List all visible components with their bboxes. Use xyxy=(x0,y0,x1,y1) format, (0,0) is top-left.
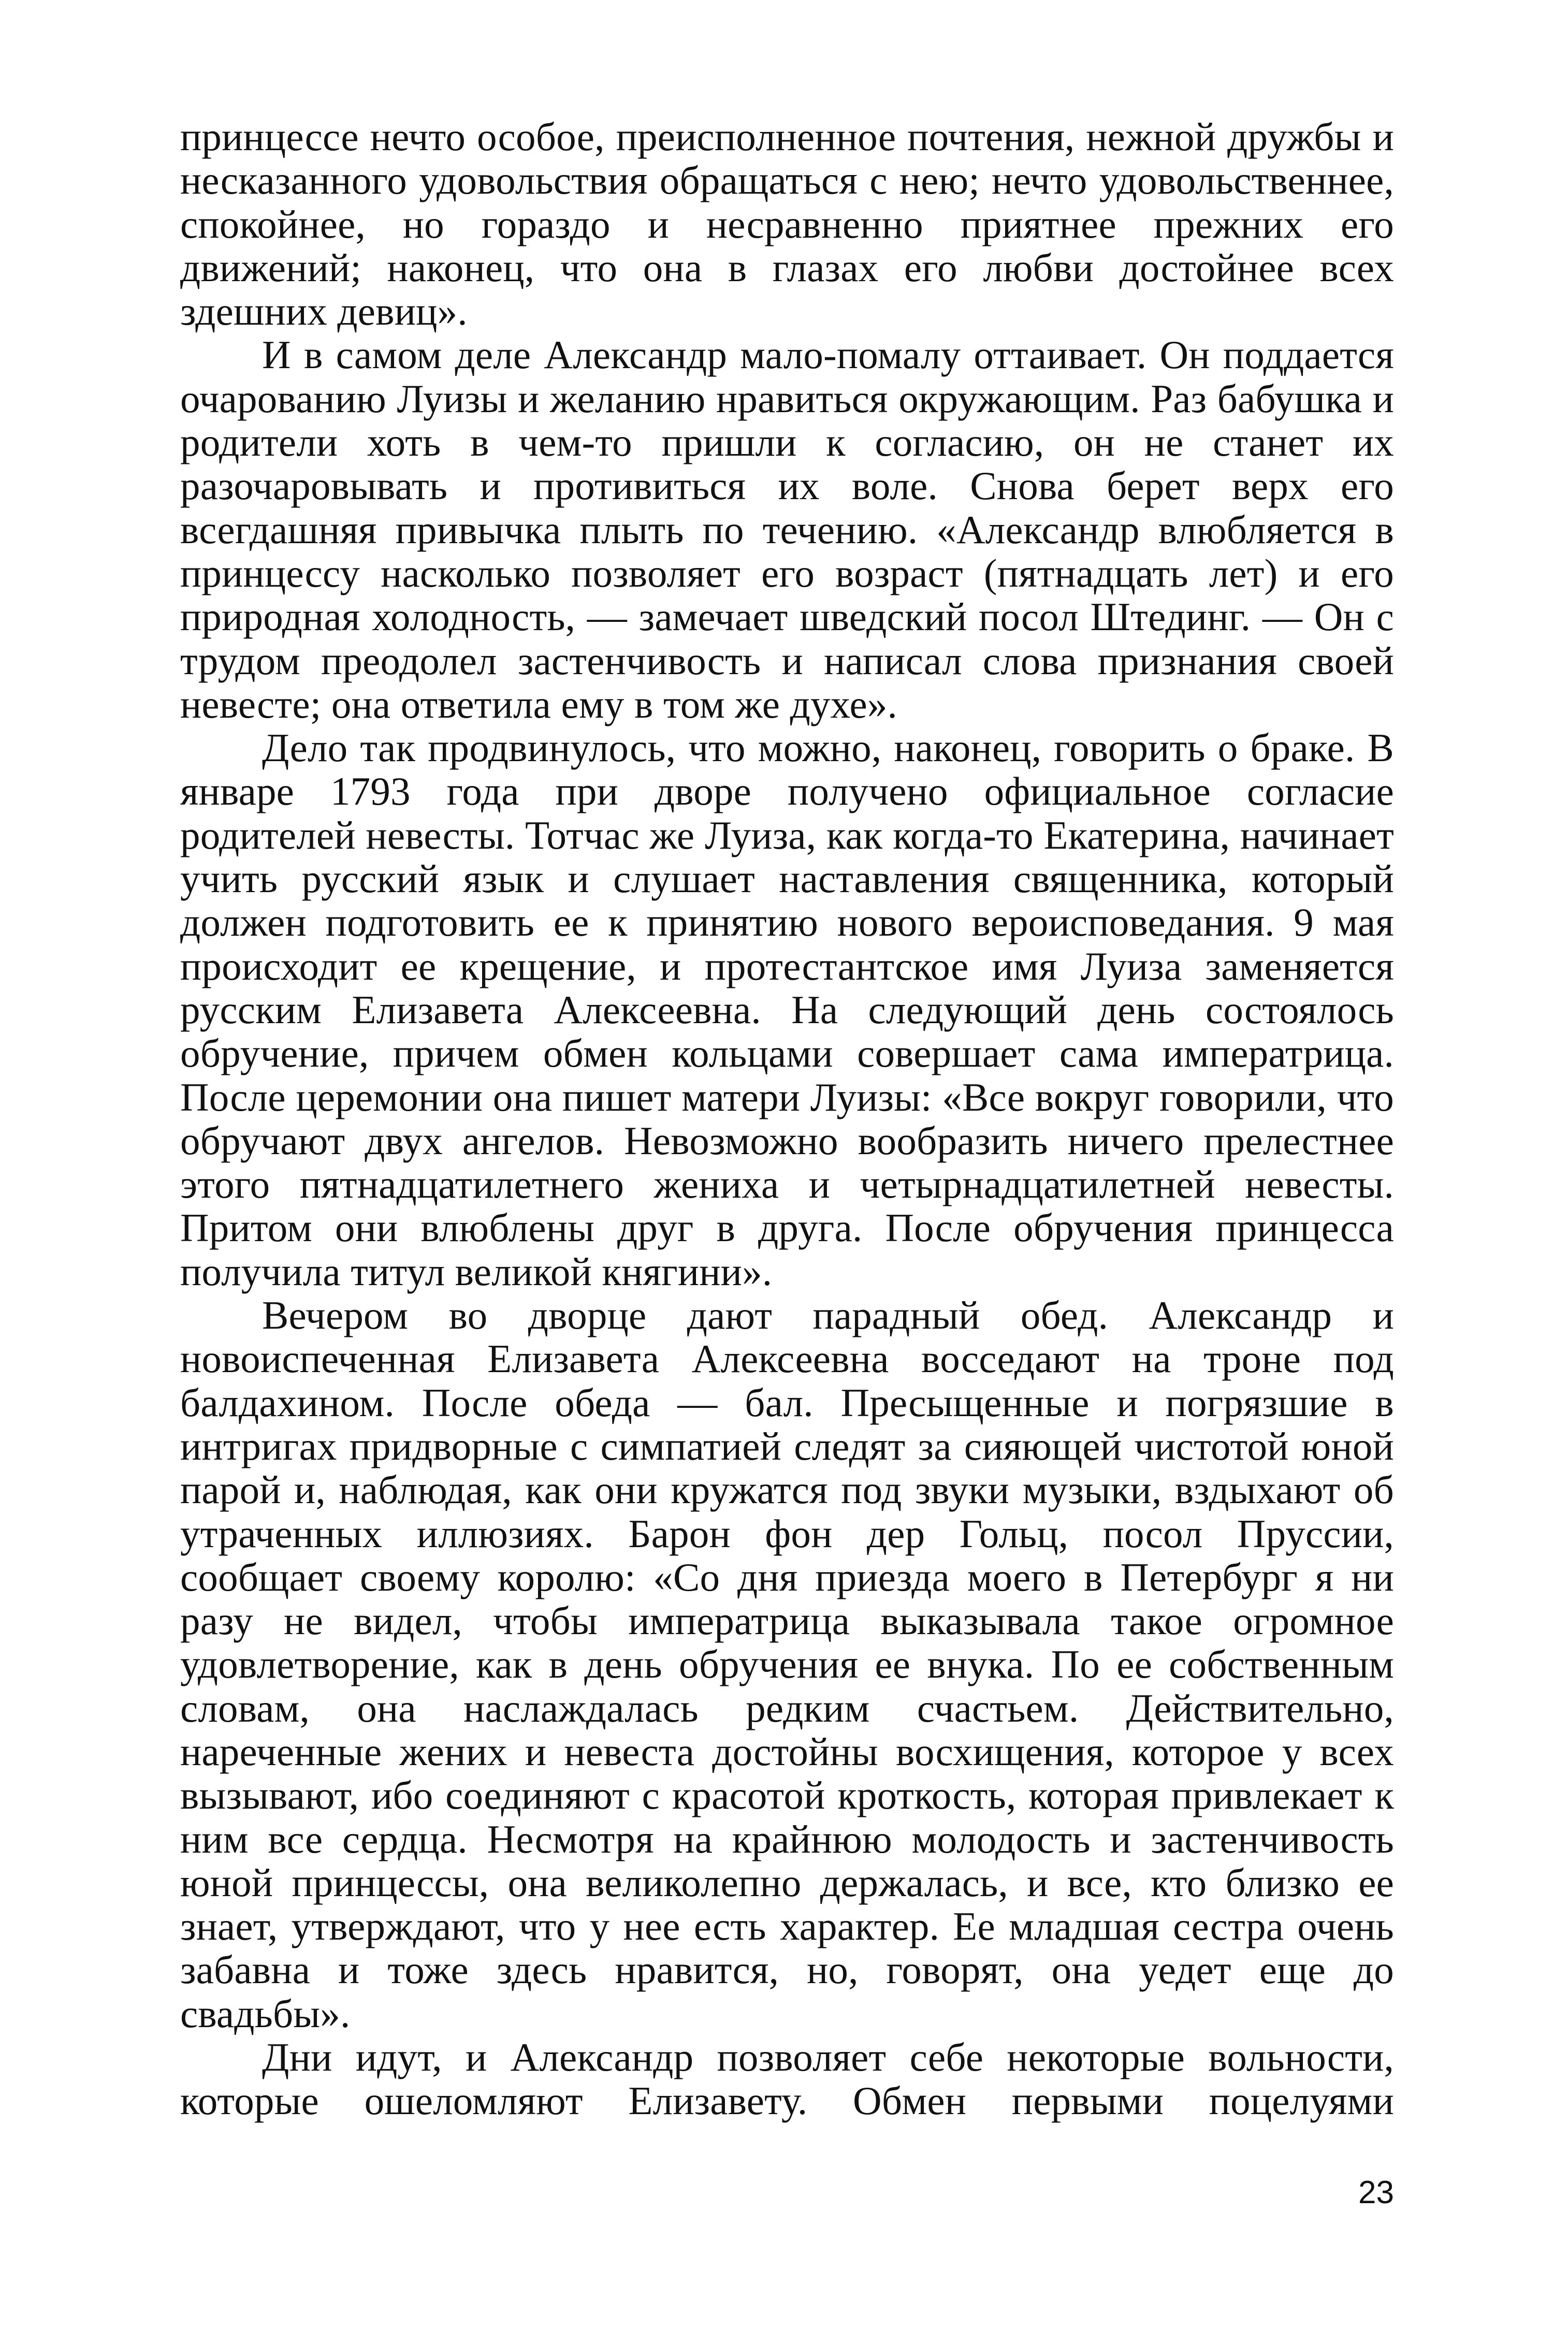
paragraph-1: принцессе нечто особое, преисполненное почтения, нежной дружбы и несказанного удовольствия обращаться с нею; нечто удовольственнее, спокойнее, но гораздо и несравненно приятнее прежних его движений; наконец, что она в глазах его любви достойнее всех здешних девиц». xyxy=(180,114,1394,334)
paragraph-2: И в самом деле Александр мало-помалу оттаивает. Он поддается очарованию Луизы и желанию нравиться окружающим. Раз бабушка и родители хоть в чем-то пришли к согласию, он не станет их разочаровывать и противиться их воле. Снова берет верх его всегдашняя привычка плыть по течению. «Александр влюбляется в принцессу насколько позволяет его возраст (пятнадцать лет) и его природная холодность, — замечает шведский посол Штединг. — Он с трудом преодолел застенчивость и написал слова признания своей невесте; она ответила ему в том же духе». xyxy=(180,332,1394,726)
paragraph-3: Дело так продвинулось, что можно, наконец, говорить о браке. В январе 1793 года при дворе получено официальное согласие родителей невесты. Тотчас же Луиза, как когда-то Екатерина, начинает учить русский язык и слушает наставления священника, который должен подготовить ее к принятию нового вероисповедания. 9 мая происходит ее крещение, и протестантское имя Луиза заменяется русским Елизавета Алексеевна. На следующий день состоялось обручение, причем обмен кольцами совершает сама императрица. После церемонии она пишет матери Луизы: «Все вокруг говорили, что обручают двух ангелов. Невозможно вообразить ничего прелестнее этого пятнадцатилетнего жениха и четырнадцатилетней невесты. Притом они влюблены друг в друга. После обручения принцесса получила титул великой княгини». xyxy=(180,725,1394,1294)
paragraph-4: Вечером во дворце дают парадный обед. Александр и новоиспеченная Елизавета Алексеевна восседают на троне под балдахином. После обеда — бал. Пресыщенные и погрязшие в интригах придворные с симпатией следят за сияющей чистотой юной парой и, наблюдая, как они кружатся под звуки музыки, вздыхают об утраченных иллюзиях. Барон фон дер Гольц, посол Пруссии, сообщает своему королю: «Со дня приезда моего в Петербург я ни разу не видел, чтобы императрица выказывала такое огромное удовлетворение, как в день обручения ее внука. По ее собственным словам, она наслаждалась редким счастьем. Действительно, нареченные жених и невеста достойны восхищения, которое у всех вызывают, ибо соединяют с красотой кроткость, которая привлекает к ним все сердца. Несмотря на крайнюю молодость и застенчивость юной принцессы, она великолепно держалась, и все, кто близко ее знает, утверждают, что у нее есть характер. Ее младшая сестра очень забавна и тоже здесь нравится, но, говорят, она уедет еще до свадьбы». xyxy=(180,1293,1394,2036)
page-body xyxy=(180,115,1394,2123)
page-number: 23 xyxy=(1358,2175,1394,2210)
paragraph-5: Дни идут, и Александр позволяет себе некоторые вольности, которые ошеломляют Елизавету. Обмен первыми поцелуями xyxy=(180,2035,1394,2123)
